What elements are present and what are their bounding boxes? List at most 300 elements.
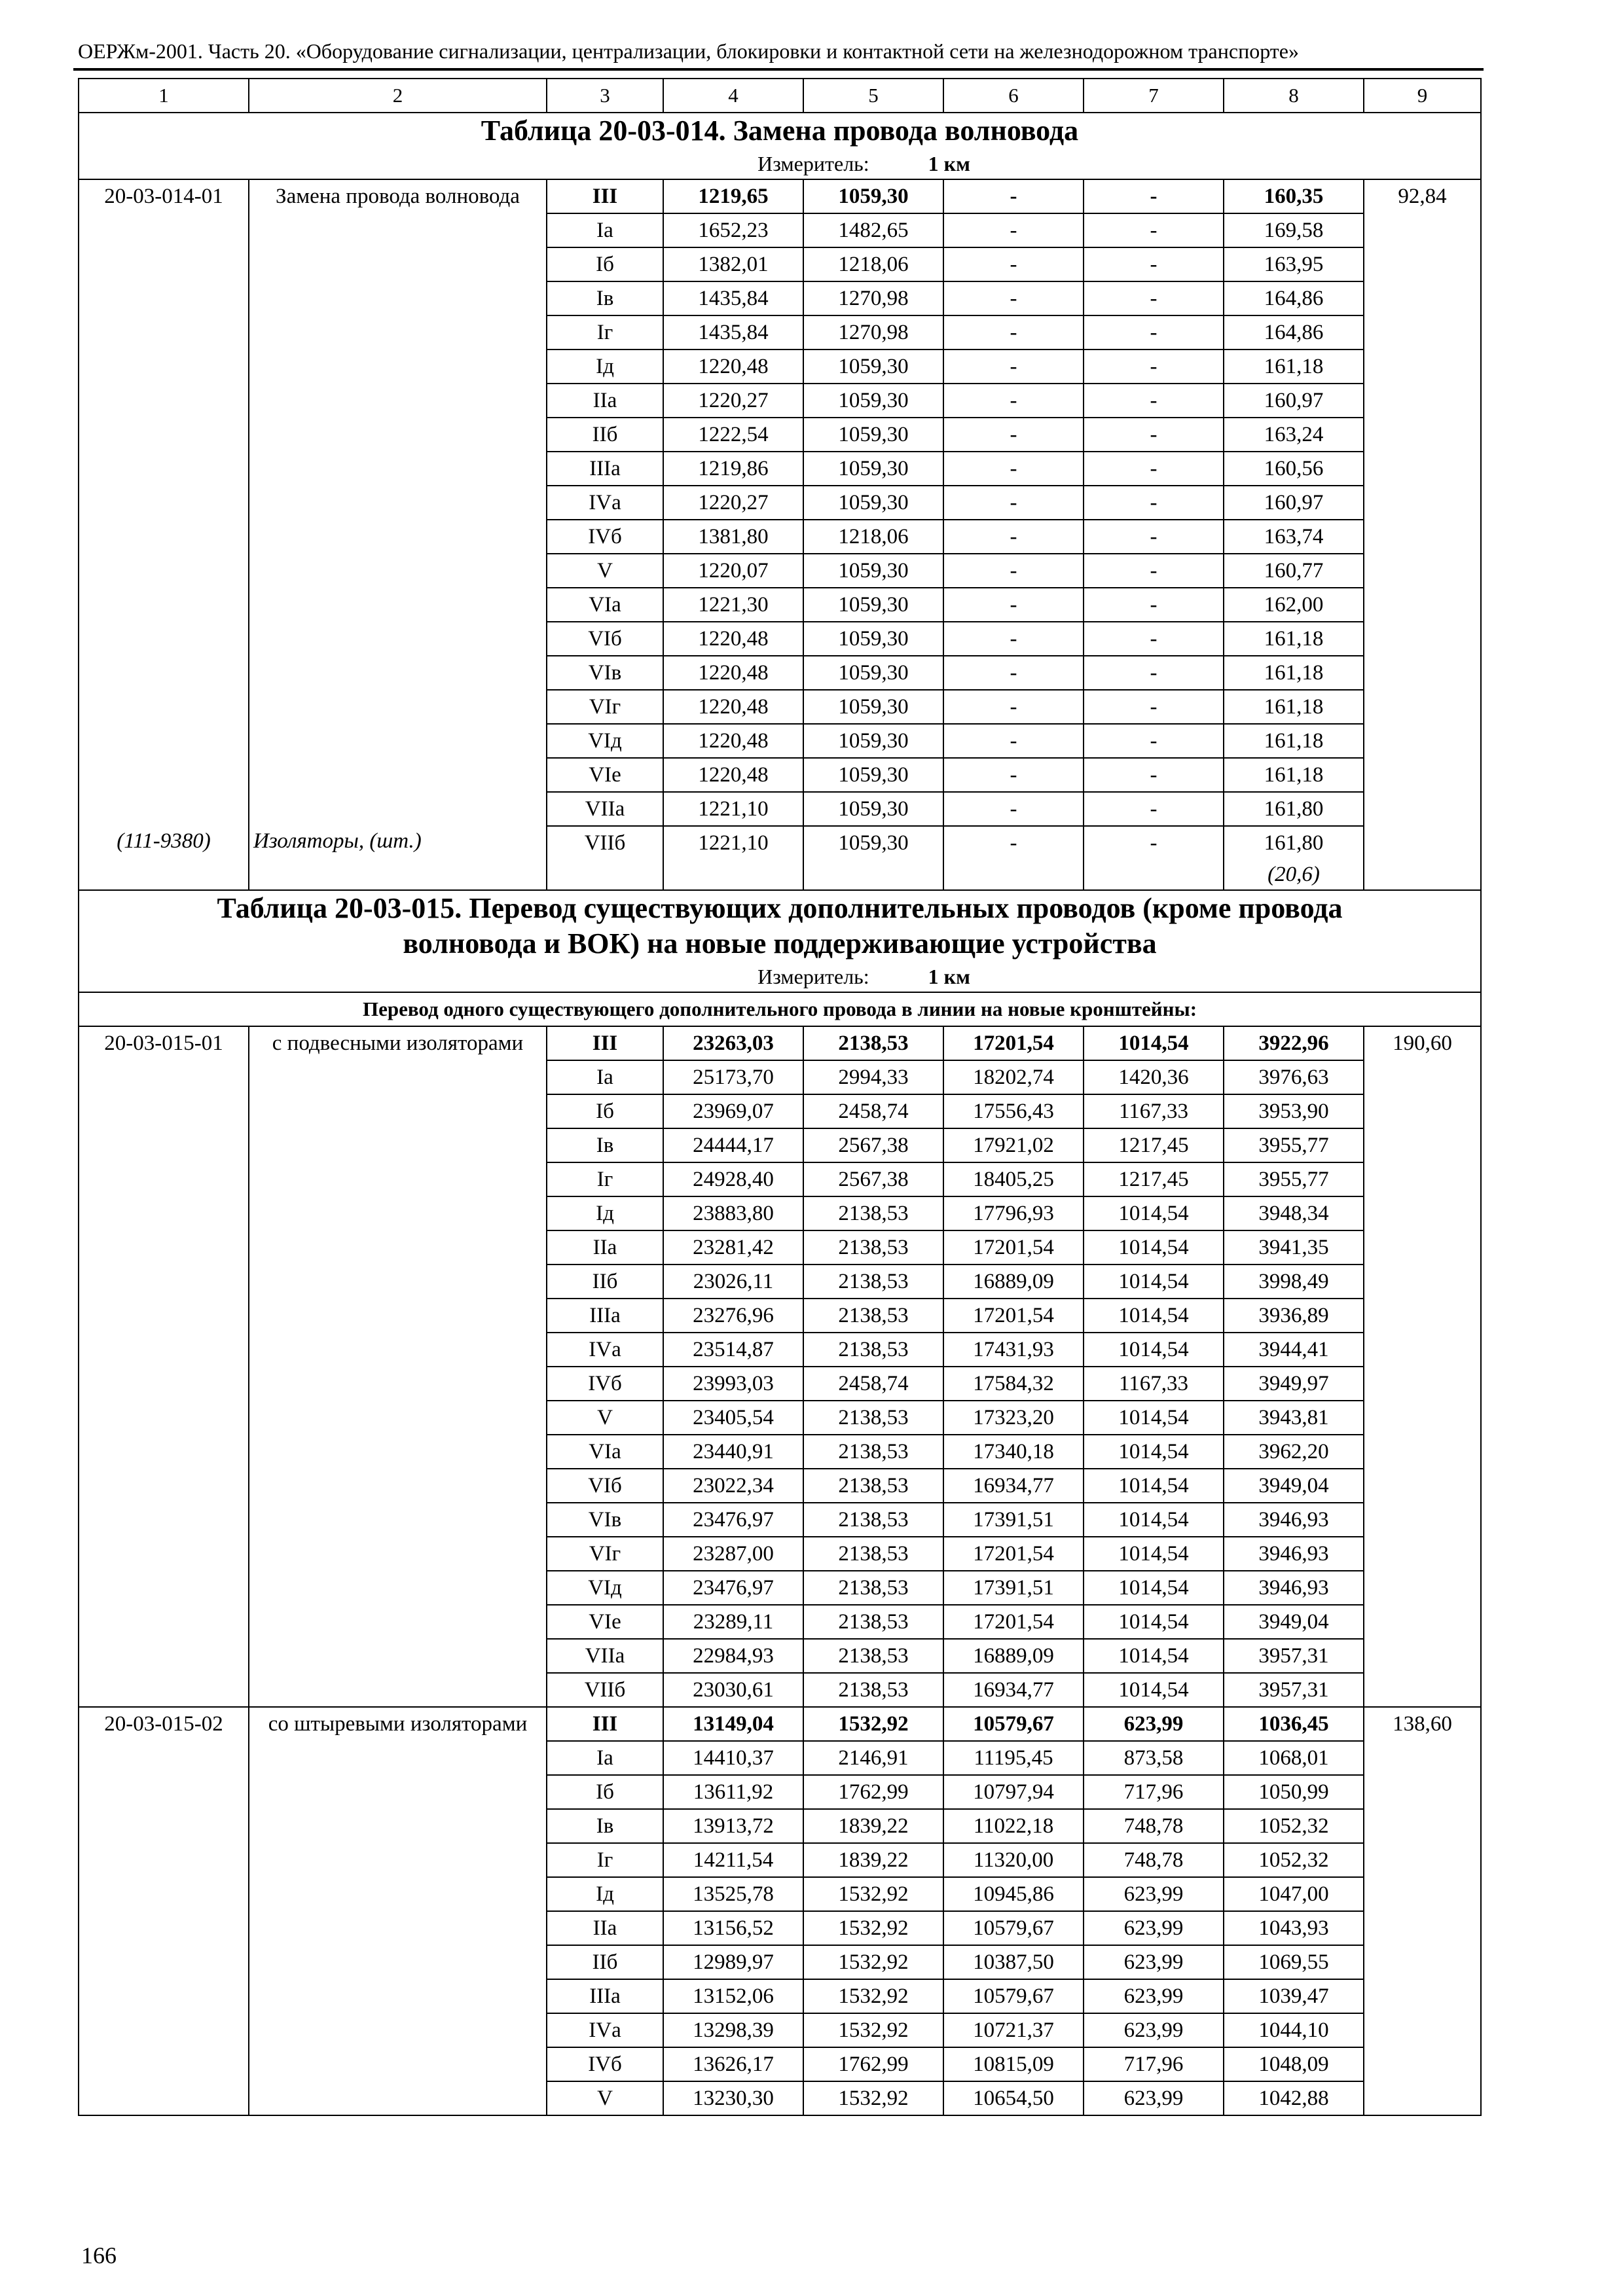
value-cell (1084, 690, 1224, 724)
value: 3962,20 (1258, 1440, 1329, 1463)
region-class-label: IVа (589, 1338, 621, 1361)
value: 1221,10 (698, 797, 769, 821)
value-cell (663, 1911, 803, 1945)
region-class-label: IIIа (589, 457, 621, 480)
value: 1068,01 (1258, 1746, 1329, 1770)
value: 23969,07 (693, 1100, 774, 1123)
value-cell (1084, 384, 1224, 418)
value: 2146,91 (838, 1746, 909, 1770)
value: 623,99 (1123, 1916, 1184, 1940)
table-title-cell (79, 890, 1481, 992)
region-class-label: Iв (596, 287, 614, 310)
value: 1039,47 (1258, 1984, 1329, 2008)
value-cell (1084, 1367, 1224, 1401)
value-cell (1224, 1639, 1364, 1673)
measure-label: Измеритель: (757, 152, 869, 175)
value-cell (663, 792, 803, 826)
value: 1059,30 (838, 559, 909, 583)
region-class (547, 1265, 663, 1299)
table-row (79, 1707, 1481, 1741)
value-cell (943, 1333, 1084, 1367)
value-cell (943, 1503, 1084, 1537)
item-name: с подвесными изоляторами (272, 1031, 524, 1055)
value-cell (663, 1775, 803, 1809)
value: 13149,04 (693, 1712, 774, 1736)
resource-name: Изоляторы, (шт.) (253, 829, 422, 853)
value: 1652,23 (698, 219, 769, 242)
value-cell (663, 1741, 803, 1775)
region-class (547, 1367, 663, 1401)
value-cell (1224, 588, 1364, 622)
value: 16889,09 (973, 1644, 1054, 1668)
value-cell (943, 486, 1084, 520)
resource-name-cell (249, 826, 547, 890)
value: 1014,54 (1118, 1270, 1189, 1293)
value-cell (943, 1230, 1084, 1265)
value-cell (1224, 486, 1364, 520)
value: 11195,45 (974, 1746, 1053, 1770)
value: 3943,81 (1258, 1406, 1329, 1429)
value-cell (1084, 1843, 1224, 1877)
value-cell (803, 2047, 943, 2081)
value-cell (1084, 1026, 1224, 1060)
value-cell (943, 1571, 1084, 1605)
value: 13525,78 (693, 1882, 774, 1906)
value-cell (663, 758, 803, 792)
value-cell (943, 2081, 1084, 2115)
value-cell (803, 1707, 943, 1741)
value-cell (1224, 1979, 1364, 2013)
value-cell (1224, 1707, 1364, 1741)
region-class-label: VIд (588, 729, 622, 753)
value-cell (1084, 1265, 1224, 1299)
value-cell (1224, 1673, 1364, 1707)
value: 2567,38 (838, 1168, 909, 1191)
subheading-row (79, 992, 1481, 1026)
value: 3998,49 (1258, 1270, 1329, 1293)
value-cell (943, 1911, 1084, 1945)
value: 1014,54 (1118, 1406, 1189, 1429)
value: 1219,65 (698, 185, 769, 208)
value: - (1010, 831, 1017, 855)
value-cell (1224, 350, 1364, 384)
value: 1270,98 (838, 321, 909, 344)
value: 1059,30 (838, 355, 909, 378)
value-cell (1084, 452, 1224, 486)
value: 23405,54 (693, 1406, 774, 1429)
value: 3955,77 (1258, 1168, 1329, 1191)
value: 10387,50 (973, 1950, 1054, 1974)
value: 17556,43 (973, 1100, 1054, 1123)
value: 14211,54 (693, 1848, 774, 1872)
value: 2567,38 (838, 1134, 909, 1157)
value-cell (1084, 588, 1224, 622)
value: 1044,10 (1258, 2018, 1329, 2042)
value-cell (1224, 690, 1364, 724)
value: 1014,54 (1118, 1338, 1189, 1361)
value-cell (1224, 2013, 1364, 2047)
value: - (1010, 593, 1017, 617)
value-cell (1084, 2013, 1224, 2047)
value-cell (943, 1843, 1084, 1877)
value-cell (943, 452, 1084, 486)
value: 2138,53 (838, 1474, 909, 1498)
value-cell (1224, 1843, 1364, 1877)
value-cell (1224, 281, 1364, 315)
value: 623,99 (1123, 1882, 1184, 1906)
value-cell (803, 1537, 943, 1571)
value: 1014,54 (1118, 1202, 1189, 1225)
column-number: 3 (547, 79, 663, 113)
region-class-label: Iа (596, 219, 613, 242)
value-cell (1224, 1333, 1364, 1367)
value-cell (1224, 1503, 1364, 1537)
item-code: 20-03-014-01 (104, 185, 223, 208)
value-cell (1084, 826, 1224, 890)
value: 1218,06 (838, 253, 909, 276)
value: - (1150, 729, 1158, 753)
value: 1014,54 (1118, 1304, 1189, 1327)
value: 1532,92 (838, 2018, 909, 2042)
value-cell (1084, 1809, 1224, 1843)
value-cell (943, 554, 1084, 588)
value-cell (943, 792, 1084, 826)
value-cell (803, 1435, 943, 1469)
value: 13913,72 (693, 1814, 774, 1838)
value-cell (803, 247, 943, 281)
value: 23281,42 (693, 1236, 774, 1259)
value: 1839,22 (838, 1848, 909, 1872)
value: - (1010, 763, 1017, 787)
value-cell (943, 690, 1084, 724)
value: 17921,02 (973, 1134, 1054, 1157)
value: 160,97 (1264, 491, 1324, 514)
value: 2138,53 (838, 1031, 909, 1055)
value-cell (663, 588, 803, 622)
value-cell (803, 179, 943, 213)
region-class-label: VIб (588, 1474, 622, 1498)
value: 1059,30 (838, 797, 909, 821)
value: 1059,30 (838, 831, 909, 855)
region-class-label: IIб (592, 1270, 618, 1293)
value-cell (663, 1571, 803, 1605)
value: 17391,51 (973, 1576, 1054, 1600)
value-cell (943, 1877, 1084, 1911)
value: 23440,91 (693, 1440, 774, 1463)
region-class (547, 247, 663, 281)
value-cell (1084, 1911, 1224, 1945)
value: 2138,53 (838, 1270, 909, 1293)
region-class (547, 2013, 663, 2047)
value: 1050,99 (1258, 1780, 1329, 1804)
value: 3949,04 (1258, 1474, 1329, 1498)
subheading: Перевод одного существующего дополнительного провода в линии на новые кронштейны: (79, 992, 1481, 1026)
value: 1220,48 (698, 661, 769, 685)
measure-value: 1 км (928, 152, 970, 175)
value: 1059,30 (838, 389, 909, 412)
value-cell (943, 247, 1084, 281)
value: 162,00 (1264, 593, 1324, 617)
value: 13298,39 (693, 2018, 774, 2042)
value: 1435,84 (698, 287, 769, 310)
value: 623,99 (1123, 1712, 1184, 1736)
value: 23276,96 (693, 1304, 774, 1327)
value: 1059,30 (838, 627, 909, 651)
value-cell (1224, 179, 1364, 213)
value: 3946,93 (1258, 1542, 1329, 1566)
value: 1220,27 (698, 389, 769, 412)
value: 1059,30 (838, 729, 909, 753)
region-class-label: IVб (588, 2053, 622, 2076)
value: - (1150, 831, 1158, 855)
value: 1217,45 (1118, 1134, 1189, 1157)
region-class (547, 1809, 663, 1843)
value-cell (663, 1333, 803, 1367)
resource-code-cell (79, 826, 249, 890)
wage-value: 92,84 (1398, 185, 1447, 208)
value-cell (803, 418, 943, 452)
value-cell (803, 1877, 943, 1911)
region-class-label: Iд (596, 1882, 614, 1906)
value-cell (1224, 1299, 1364, 1333)
measure-label: Измеритель: (757, 965, 869, 988)
value: 17796,93 (973, 1202, 1054, 1225)
item-name: Замена провода волновода (276, 185, 520, 208)
value-cell (803, 1911, 943, 1945)
value-cell (943, 656, 1084, 690)
value: 11320,00 (973, 1848, 1054, 1872)
value-cell (803, 1639, 943, 1673)
value-cell (1224, 622, 1364, 656)
value: - (1010, 491, 1017, 514)
value-cell (663, 384, 803, 418)
region-class-label: Iг (596, 1848, 613, 1872)
value: 161,18 (1264, 763, 1324, 787)
region-class (547, 1299, 663, 1333)
region-class-label: Iв (596, 1814, 614, 1838)
value: 1059,30 (838, 423, 909, 446)
value-cell (943, 350, 1084, 384)
value: 717,96 (1123, 2053, 1184, 2076)
region-class (547, 1571, 663, 1605)
value-cell (1084, 486, 1224, 520)
value-cell (803, 1809, 943, 1843)
value: 1059,30 (838, 457, 909, 480)
value: 623,99 (1123, 2087, 1184, 2110)
value: 169,58 (1264, 219, 1324, 242)
value: 17201,54 (973, 1542, 1054, 1566)
value: 1014,54 (1118, 1236, 1189, 1259)
value: 2138,53 (838, 1406, 909, 1429)
value: 16889,09 (973, 1270, 1054, 1293)
region-class (547, 1707, 663, 1741)
value: 23289,11 (693, 1610, 774, 1634)
region-class (547, 1979, 663, 2013)
table-title (83, 113, 1476, 149)
value: 160,77 (1264, 559, 1324, 583)
table-title-line: волновода и ВОК) на новые поддерживающие устройства (403, 927, 1157, 960)
value: 10579,67 (973, 1916, 1054, 1940)
value: - (1150, 219, 1158, 242)
value: 13230,30 (693, 2087, 774, 2110)
value-cell (1224, 1469, 1364, 1503)
value-cell (1224, 1196, 1364, 1230)
table-title-row (79, 113, 1481, 179)
value-cell (1084, 1299, 1224, 1333)
region-class (547, 1196, 663, 1230)
value: 1532,92 (838, 1882, 909, 1906)
region-class (547, 350, 663, 384)
value-cell (1224, 724, 1364, 758)
value-cell (1224, 1809, 1364, 1843)
value: 1059,30 (838, 763, 909, 787)
value-cell (803, 350, 943, 384)
value-cell (1084, 1196, 1224, 1230)
value: 748,78 (1123, 1814, 1184, 1838)
value-cell (1084, 1094, 1224, 1128)
value-cell (663, 1503, 803, 1537)
value-cell (1224, 247, 1364, 281)
measure-unit (83, 961, 1476, 992)
value: 13611,92 (693, 1780, 774, 1804)
value-cell (663, 2047, 803, 2081)
value: 10797,94 (973, 1780, 1054, 1804)
value: 1420,36 (1118, 1066, 1189, 1089)
value-cell (663, 281, 803, 315)
value-cell (943, 1775, 1084, 1809)
value: 160,35 (1264, 185, 1324, 208)
value-cell (943, 213, 1084, 247)
value: 161,18 (1264, 627, 1324, 651)
value-cell (1084, 520, 1224, 554)
value-cell (943, 520, 1084, 554)
value-cell (803, 315, 943, 350)
item-code-cell (79, 179, 249, 826)
value-cell (663, 486, 803, 520)
region-class (547, 724, 663, 758)
value: 1042,88 (1258, 2087, 1329, 2110)
value: 10815,09 (973, 2053, 1054, 2076)
column-number: 1 (79, 79, 249, 113)
value-cell (1224, 1945, 1364, 1979)
value-cell (803, 1026, 943, 1060)
value-cell (663, 2081, 803, 2115)
value: - (1010, 695, 1017, 719)
value-cell (803, 554, 943, 588)
value: 16934,77 (973, 1474, 1054, 1498)
value: 10945,86 (973, 1882, 1054, 1906)
value-cell (663, 656, 803, 690)
value: 1221,10 (698, 831, 769, 855)
value-cell (663, 1367, 803, 1401)
value-cell (1084, 1401, 1224, 1435)
wage-value: 138,60 (1393, 1712, 1452, 1736)
value-cell (1224, 213, 1364, 247)
value-cell (1084, 315, 1224, 350)
value-cell (1224, 2047, 1364, 2081)
value-cell (1084, 1128, 1224, 1162)
item-code-cell (79, 1026, 249, 1707)
value: 2138,53 (838, 1644, 909, 1668)
value: - (1150, 763, 1158, 787)
region-class (547, 1162, 663, 1196)
region-class (547, 384, 663, 418)
region-class (547, 1877, 663, 1911)
value: 1036,45 (1258, 1712, 1329, 1736)
value: - (1010, 457, 1017, 480)
table-row (79, 826, 1481, 890)
value-cell (943, 1196, 1084, 1230)
value-cell (1084, 1571, 1224, 1605)
value: 1052,32 (1258, 1814, 1329, 1838)
value-cell (803, 1367, 943, 1401)
region-class-label: Iб (596, 1100, 614, 1123)
region-class (547, 1945, 663, 1979)
value: 1014,54 (1118, 1542, 1189, 1566)
region-class-label: VIд (588, 1576, 622, 1600)
value: 17201,54 (973, 1610, 1054, 1634)
value-cell (1084, 1673, 1224, 1707)
value: 1382,01 (698, 253, 769, 276)
value: 13152,06 (693, 1984, 774, 2008)
value: 3941,35 (1258, 1236, 1329, 1259)
value-cell (1084, 1877, 1224, 1911)
value: 1220,48 (698, 729, 769, 753)
value-cell (663, 1877, 803, 1911)
region-class (547, 656, 663, 690)
value-cell (803, 690, 943, 724)
region-class (547, 1401, 663, 1435)
value-cell (803, 1265, 943, 1299)
value: - (1010, 797, 1017, 821)
value: 1069,55 (1258, 1950, 1329, 1974)
value: 10721,37 (973, 2018, 1054, 2042)
value-cell (663, 554, 803, 588)
value-cell (663, 1230, 803, 1265)
table-title-line: Таблица 20-03-015. Перевод существующих дополнительных проводов (кроме провода (217, 892, 1343, 924)
value-cell (1084, 1605, 1224, 1639)
column-number: 9 (1364, 79, 1481, 113)
value: - (1010, 389, 1017, 412)
value: 1059,30 (838, 491, 909, 514)
value: 17323,20 (973, 1406, 1054, 1429)
value-cell (1084, 1333, 1224, 1367)
value-cell (943, 1162, 1084, 1196)
value-cell (943, 1435, 1084, 1469)
value: 17340,18 (973, 1440, 1054, 1463)
region-class (547, 213, 663, 247)
value-cell (943, 1945, 1084, 1979)
value: 1218,06 (838, 525, 909, 548)
value-cell (943, 1094, 1084, 1128)
value-cell (943, 1299, 1084, 1333)
region-class (547, 758, 663, 792)
region-class-label: VIа (589, 1440, 621, 1463)
value-cell (1224, 384, 1364, 418)
table-title-row (79, 890, 1481, 992)
resource-value: (20,6) (1267, 863, 1320, 886)
value-cell (803, 1196, 943, 1230)
value: 2138,53 (838, 1508, 909, 1532)
value-cell (1084, 1979, 1224, 2013)
value: - (1150, 559, 1158, 583)
value-cell (803, 1094, 943, 1128)
running-header: ОЕРЖм-2001. Часть 20. «Оборудование сигнализации, централизации, блокировки и контактной сети на железнодорожном транспорте» (78, 39, 1299, 63)
region-class-label: VIIа (585, 1644, 625, 1668)
column-number: 8 (1224, 79, 1364, 113)
value: - (1150, 661, 1158, 685)
value-cell (663, 1128, 803, 1162)
